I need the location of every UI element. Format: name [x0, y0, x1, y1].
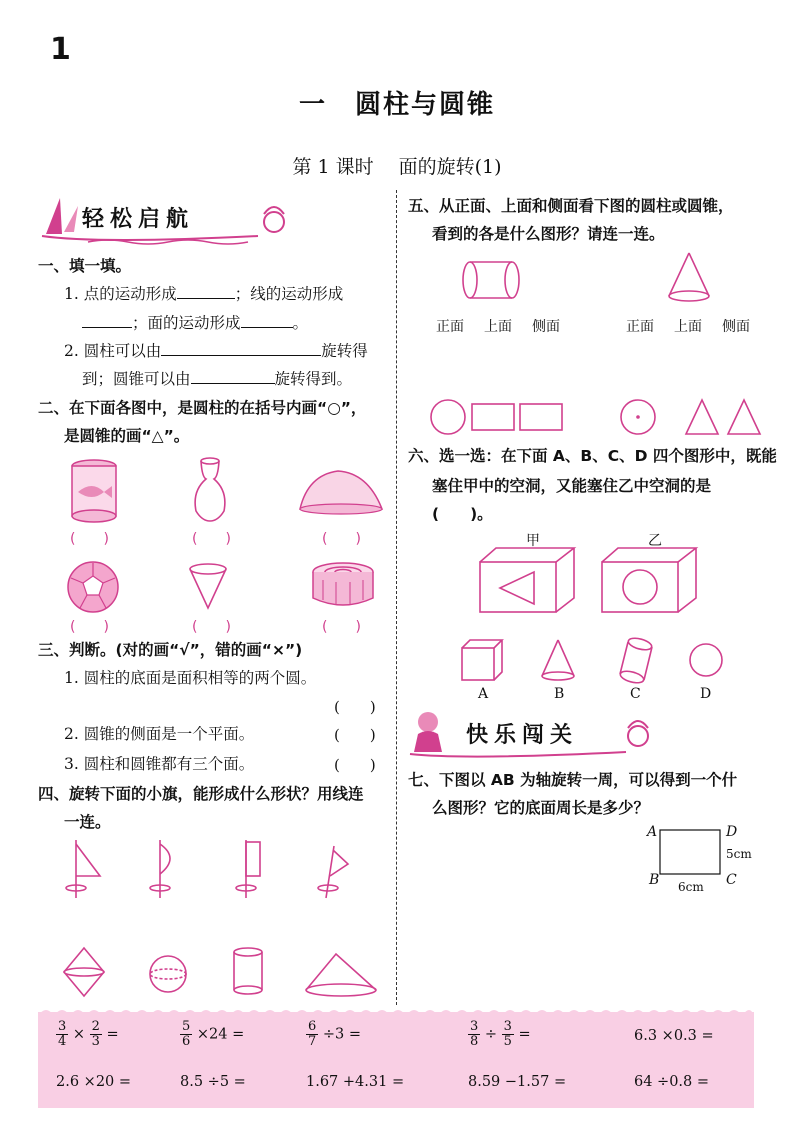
q1-text: 旋转得 [321, 342, 368, 360]
box-jia-icon [478, 546, 578, 616]
q1-text: 旋转得到。 [274, 370, 353, 388]
calc-item: $\frac{3}{8}$ ÷ $\frac{3}{5}$ = [470, 1019, 531, 1049]
section-banner-title: 快乐闯关 [466, 723, 579, 748]
q7-line1: 七、下图以 AB 为轴旋转一周，可以得到一个什 [408, 771, 738, 789]
view-label-front: 正面 [626, 319, 654, 335]
side-length-label: 5cm [726, 847, 752, 861]
option-a-label[interactable]: A [478, 686, 489, 702]
calc-item: 8.5 ÷5 = [180, 1074, 246, 1090]
answer-paren[interactable]: ( ) [334, 726, 376, 744]
q6-line1: 六、选一选：在下面 A、B、C、D 四个图形中，既能 [408, 447, 777, 465]
q1-line4 [82, 369, 352, 389]
q1-text: ；线的运动形成 [234, 285, 344, 303]
view-label-top: 上面 [674, 319, 702, 335]
wood-log-icon [308, 560, 378, 610]
mental-math-strip [38, 1012, 754, 1108]
answer-blank[interactable] [82, 313, 132, 328]
answer-paren[interactable]: ( ) [70, 619, 109, 635]
page-number: 1 [50, 32, 71, 67]
box-yi-icon [600, 546, 700, 616]
calc-item: $\frac{6}{7}$ ÷3 = [308, 1019, 362, 1049]
q1-text: 。 [292, 314, 309, 332]
calc-item: 64 ÷0.8 = [634, 1074, 710, 1090]
q2-line1: 二、在下面各图中，是圆柱的在括号内画“○”， [38, 399, 367, 417]
bottom-length-label: 6cm [678, 880, 704, 894]
cylinder-lying-icon [460, 258, 524, 304]
calc-item: 2.6 ×20 = [56, 1074, 132, 1090]
calc-item: $\frac{3}{4}$ × $\frac{2}{3}$ = [58, 1019, 119, 1049]
q1-text: ；面的运动形成 [132, 314, 241, 332]
chapter-title: 一 圆柱与圆锥 [298, 90, 495, 120]
view-label-front: 正面 [436, 319, 464, 335]
calc-item: $\frac{5}{6}$ ×24 = [182, 1019, 245, 1049]
answer-blank[interactable] [177, 284, 235, 299]
q5-line1: 五、从正面、上面和侧面看下图的圆柱或圆锥， [408, 197, 734, 215]
calc-item: 1.67 +4.31 = [306, 1074, 405, 1090]
column-divider [396, 190, 397, 1005]
q6-line2: 塞住甲中的空洞，又能塞住乙中空洞的是 [432, 477, 712, 495]
q5-line2: 看到的各是什么图形？请连一连。 [432, 225, 665, 243]
q7-line2: 么图形？它的底面周长是多少？ [432, 799, 650, 817]
cone-view-icon [664, 250, 714, 306]
q3-s1: 1. 圆柱的底面是面积相等的两个圆。 [64, 669, 317, 687]
cone-icon [186, 562, 230, 612]
q1-line1 [64, 284, 343, 304]
view-label-side: 侧面 [722, 319, 750, 335]
view-shapes-icon [426, 396, 766, 438]
option-c-label[interactable]: C [630, 686, 641, 702]
q3-title: 三、判断。(对的画“√”，错的画“×”) [38, 641, 303, 659]
q1-line3 [64, 341, 368, 361]
vertex-d-label: D [726, 824, 738, 840]
q1-title: 一、填一填。 [38, 257, 132, 275]
lesson-title: 第 1 课时 面的旋转(1) [292, 156, 502, 178]
q1-text: 2. 圆柱可以由 [64, 342, 162, 360]
q4-line1: 四、旋转下面的小旗，能形成什么形状？用线连 [38, 785, 364, 803]
answer-paren[interactable]: ( ) [322, 619, 361, 635]
q6-line3: ( )。 [432, 505, 493, 523]
section-banner-title: 轻松启航 [82, 207, 195, 232]
option-d-label[interactable]: D [700, 686, 712, 702]
answer-blank[interactable] [161, 341, 321, 356]
view-label-top: 上面 [484, 319, 512, 335]
option-b-label[interactable]: B [554, 686, 565, 702]
q4-line2: 一连。 [64, 813, 111, 831]
solid-shapes-icon [60, 942, 386, 1000]
label-yi: 乙 [648, 533, 662, 549]
soccer-ball-icon [66, 560, 120, 614]
calc-item: 6.3 ×0.3 = [634, 1028, 714, 1044]
sand-pile-icon [298, 465, 384, 515]
answer-paren[interactable]: ( ) [334, 756, 376, 774]
vertex-c-label: C [726, 872, 737, 888]
answer-blank[interactable] [191, 369, 275, 384]
can-icon [66, 458, 126, 524]
vertex-a-label: A [647, 824, 658, 840]
q2-line2: 是圆锥的画“△”。 [64, 427, 190, 445]
q3-s3: 3. 圆柱和圆锥都有三个面。 [64, 755, 255, 773]
answer-blank[interactable] [241, 313, 293, 328]
q3-s2: 2. 圆锥的侧面是一个平面。 [64, 725, 255, 743]
calc-item: 8.59 −1.57 = [468, 1074, 567, 1090]
rotating-flags-icon [56, 838, 386, 904]
vase-icon [188, 455, 232, 525]
view-label-side: 侧面 [532, 319, 560, 335]
label-jia: 甲 [526, 533, 540, 549]
answer-paren[interactable]: ( ) [322, 531, 361, 547]
answer-paren[interactable]: ( ) [192, 619, 231, 635]
option-shapes-icon [456, 636, 736, 686]
answer-paren[interactable]: ( ) [334, 698, 376, 716]
q1-line2 [82, 313, 308, 333]
answer-paren[interactable]: ( ) [70, 531, 109, 547]
q1-text: 1. 点的运动形成 [64, 285, 177, 303]
answer-paren[interactable]: ( ) [192, 531, 231, 547]
vertex-b-label: B [649, 872, 660, 888]
rectangle-abcd-diagram [658, 828, 724, 878]
q1-text: 到；圆锥可以由 [82, 370, 191, 388]
